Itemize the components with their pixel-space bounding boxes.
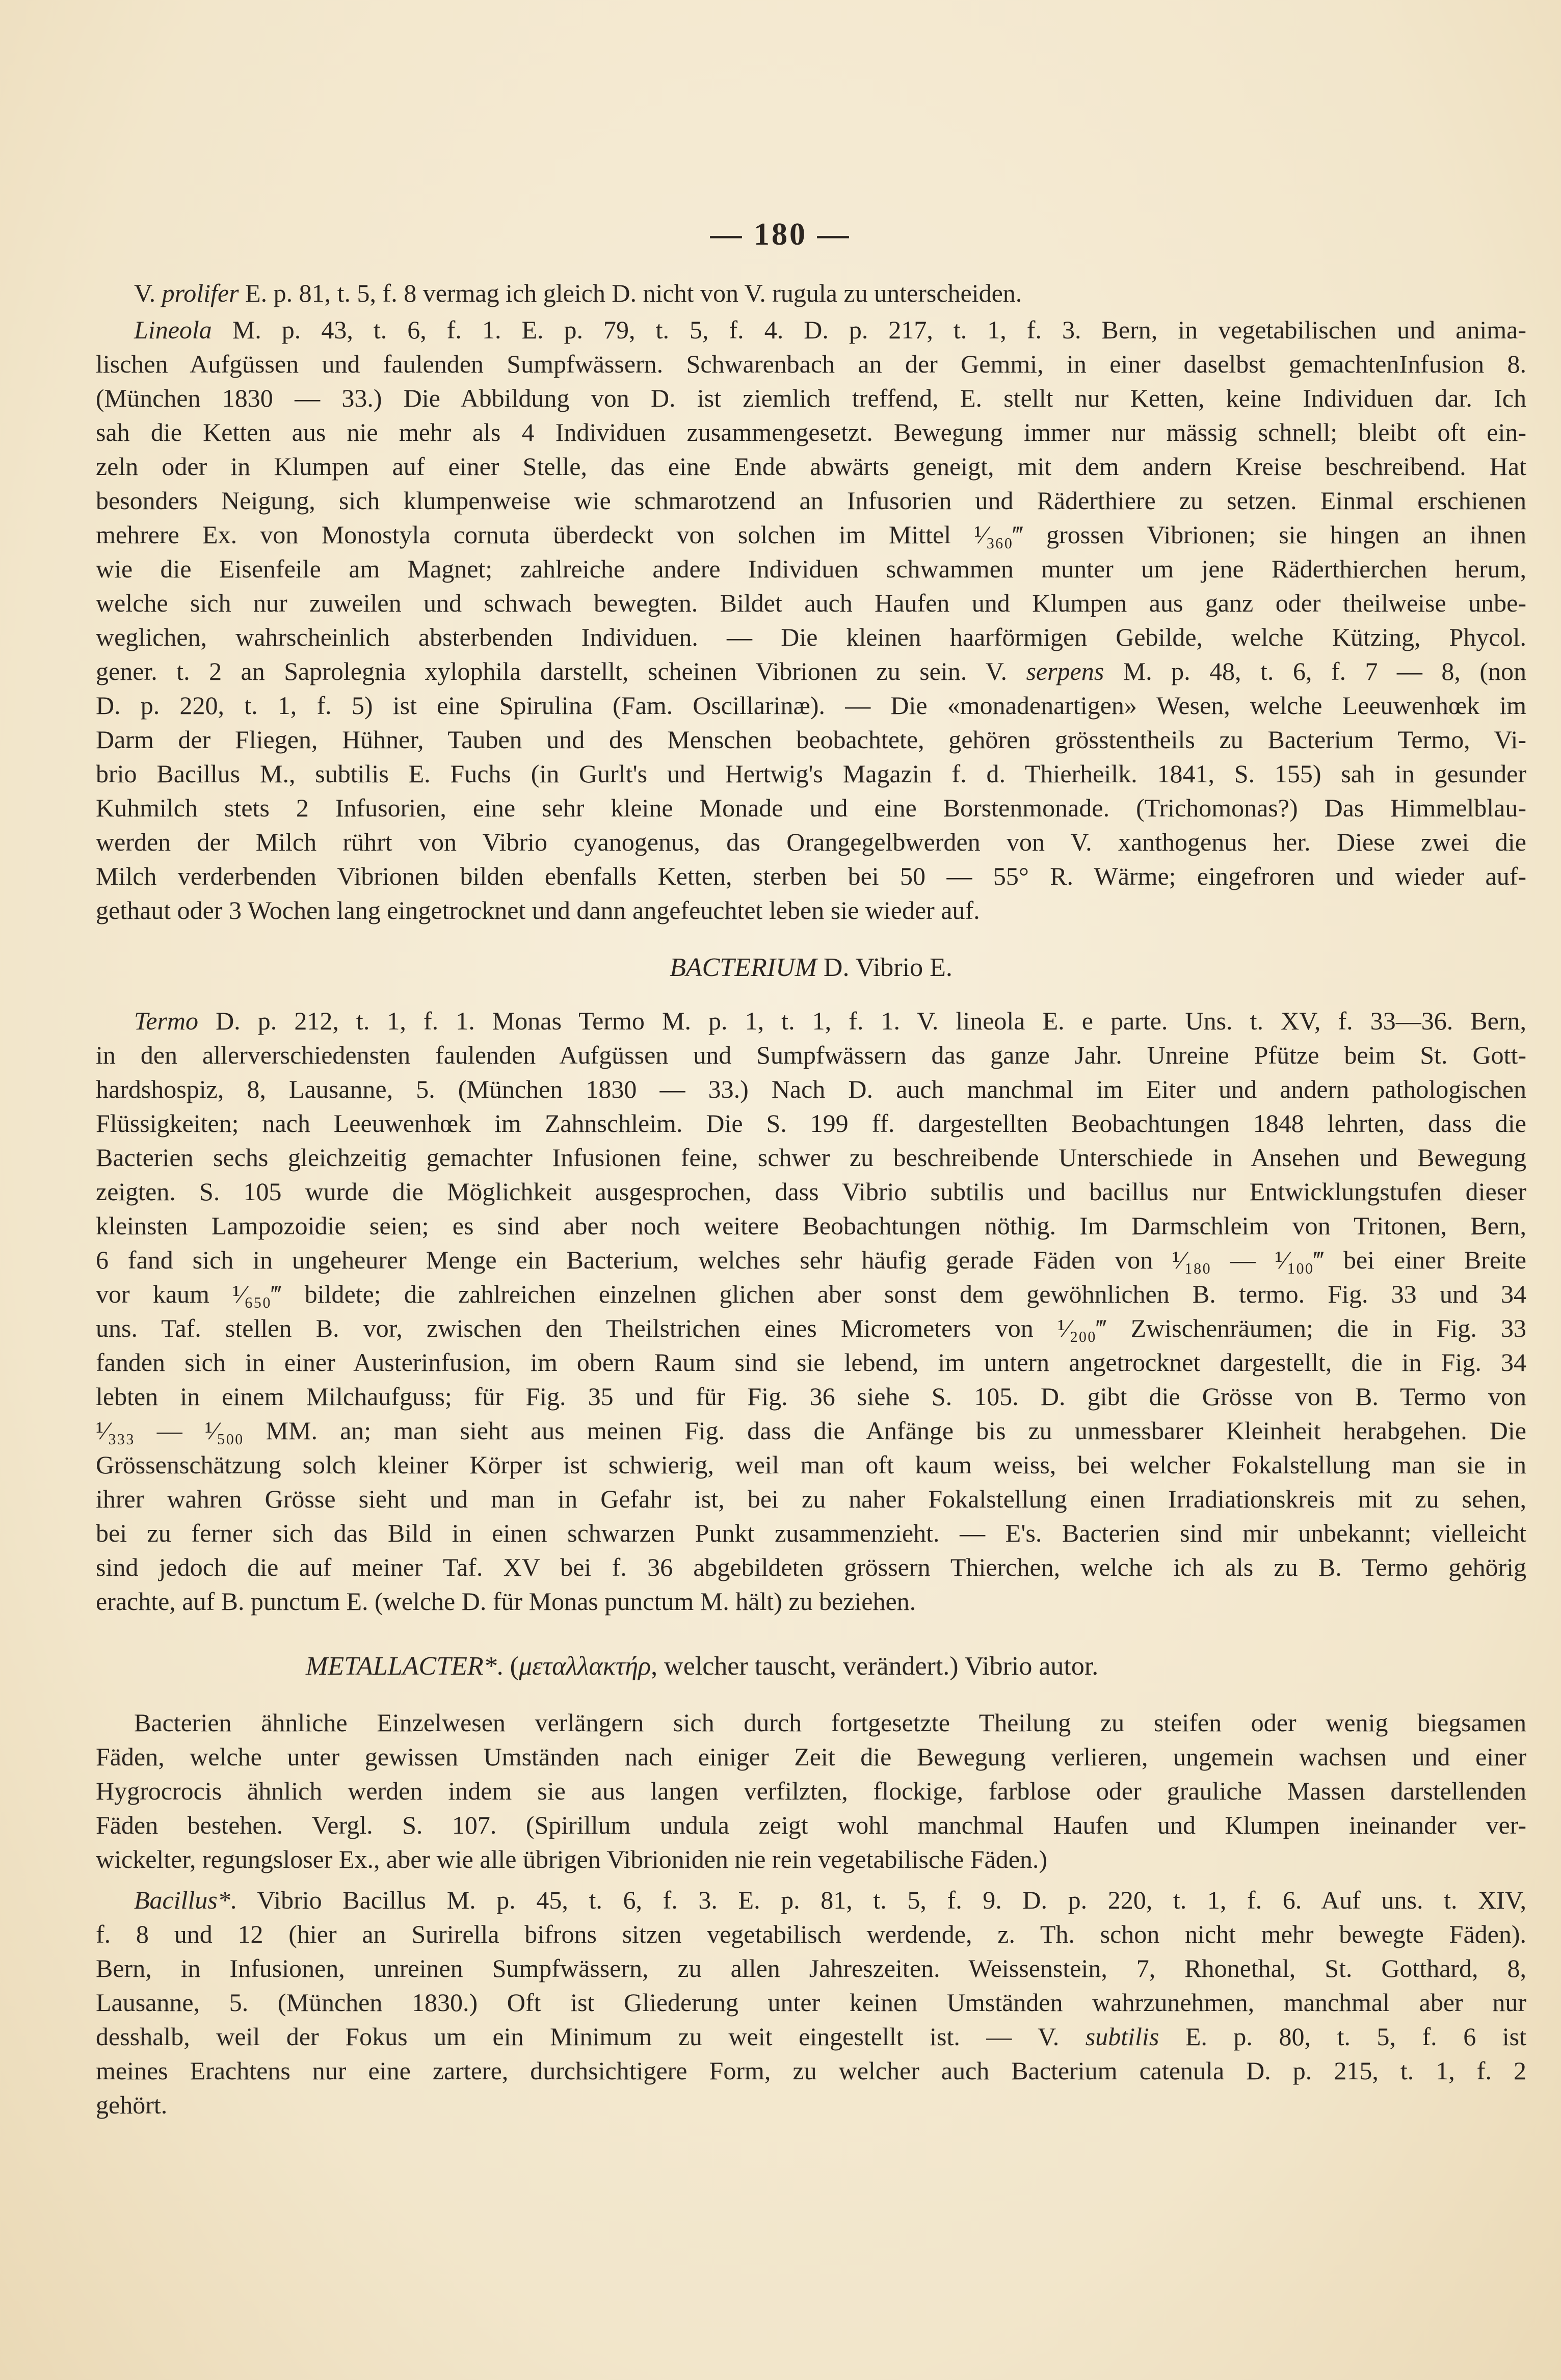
text-line [96,276,1526,310]
text-line [96,1175,1526,1209]
text-segment: Grössenschätzung solch kleiner Körper ist schwierig, weil man oft kaum weiss, bei welcher Fokalstellung man sie in [96,1450,1526,1479]
text-line [96,1277,1526,1311]
text-segment: weglichen, wahrscheinlich absterbenden Individuen. — Die kleinen haarförmigen Gebilde, welche Kützing, Phycol. [96,623,1526,651]
text-line [96,893,1526,928]
heading-metallacter [306,1649,1098,1683]
text-line [96,381,1526,415]
text-segment: zeln oder in Klumpen auf einer Stelle, das eine Ende abwärts geneigt, mit dem andern Kreise beschreibend. Hat [96,452,1526,481]
text-segment: Bacterien sechs gleichzeitig gemachter Infusionen feine, schwer zu beschreibende Unterschiede in Ansehen und Bewegung [96,1143,1526,1172]
text-line [96,1345,1526,1380]
text-line [96,2054,1526,2088]
text-segment: vor kaum ¹⁄₆₅₀‴ bildete; die zahlreichen einzelnen glichen aber sonst dem gewöhnlichen B. termo. Fig. 33 und 34 [96,1280,1526,1308]
text-segment: fanden sich in einer Austerinfusion, im obern Raum sind sie lebend, im untern angetrocknet dargestellt, die in Fig. 34 [96,1348,1526,1377]
text-segment: kleinsten Lampozoidie seien; es sind aber noch weitere Beobachtungen nöthig. Im Darmschleim von Tritonen, Bern, [96,1211,1526,1240]
text-segment: Fäden bestehen. Vergl. S. 107. (Spirillum undula zeigt wohl manchmal Haufen und Klumpen ineinander ver- [96,1811,1526,1839]
text-line [96,1842,1526,1876]
text-line [96,825,1526,859]
paragraph-termo [96,1004,1526,1619]
text-line [96,723,1526,757]
paragraph-bacillus [96,1883,1526,2122]
text-line [96,1917,1526,1951]
text-line [96,1584,1526,1619]
text-line [96,1883,1526,1917]
text-segment: . Vibrio Bacillus M. p. 45, t. 6, f. 3. E. p. 81, t. 5, f. 9. D. p. 220, t. 1, f. 6. Auf uns. t. XIV, [230,1886,1526,1914]
text-segment: Fäden, welche unter gewissen Umständen nach einiger Zeit die Bewegung verlieren, ungemein wachsen und einer [96,1742,1526,1771]
text-line [96,1986,1526,2020]
text-line [96,620,1526,654]
text-segment: zeigten. S. 105 wurde die Möglichkeit ausgesprochen, dass Vibrio subtilis und bacillus nur Entwicklungstufen dieser [96,1177,1526,1206]
text-segment: M. p. 48, t. 6, f. 7 — 8, (non [1104,657,1526,685]
text-segment: . ( [496,1652,519,1681]
text-segment: 6 fand sich in ungeheurer Menge ein Bacterium, welches sehr häufig gerade Fäden von ¹⁄₁₈₀ — ¹⁄₁₀₀‴ bei einer Breite [96,1246,1526,1274]
italic-text: Bacillus* [134,1886,230,1914]
text-line [96,2088,1526,2122]
text-line [96,1004,1526,1038]
text-line [96,586,1526,620]
text-segment: D. p. 220, t. 1, f. 5) ist eine Spirulina (Fam. Oscillarinæ). — Die «monadenartigen» Wesen, welche Leeuwenhœk im [96,691,1526,720]
text-segment: erachte, auf B. punctum E. (welche D. für Monas punctum M. hält) zu beziehen. [96,1587,916,1616]
text-line [96,1380,1526,1414]
text-segment: Bacterien ähnliche Einzelwesen verlängern sich durch fortgesetzte Theilung zu steifen oder wenig biegsamen [134,1708,1526,1737]
text-segment: in den allerverschiedensten faulenden Aufgüssen und Sumpfwässern das ganze Jahr. Unreine Pfütze beim St. Gott- [96,1041,1526,1069]
text-line [96,1706,1526,1740]
text-line [96,415,1526,449]
paragraph-bacterien [96,1706,1526,1876]
text-segment: welche sich nur zuweilen und schwach bewegten. Bildet auch Haufen und Klumpen aus ganz oder theilweise unbe- [96,589,1526,617]
italic-text: prolifer [162,279,239,307]
text-segment: hardshospiz, 8, Lausanne, 5. (München 1830 — 33.) Nach D. auch manchmal im Eiter und andern pathologischen [96,1075,1526,1103]
italic-text: subtilis [1085,2022,1159,2051]
text-line [96,1106,1526,1141]
text-segment: Kuhmilch stets 2 Infusorien, eine sehr kleine Monade und eine Borstenmonade. (Trichomonas?) Das Himmelblau- [96,794,1526,822]
text-segment: wickelter, regungsloser Ex., aber wie alle übrigen Vibrioniden nie rein vegetabilische Fäden.) [96,1845,1048,1873]
text-segment: Darm der Fliegen, Hühner, Tauben und des Menschen beobachtete, gehören grösstentheils zu Bacterium Termo, Vi- [96,725,1526,754]
text-line [96,689,1526,723]
italic-text: serpens [1026,657,1104,685]
text-segment: M. p. 43, t. 6, f. 1. E. p. 79, t. 5, f. 4. D. p. 217, t. 1, f. 3. Bern, in vegetabilischen und anima- [211,315,1526,344]
text-segment: Bern, in Infusionen, unreinen Sumpfwässern, zu allen Jahreszeiten. Weissenstein, 7, Rhonethal, St. Gotthard, 8, [96,1954,1526,1982]
text-segment: f. 8 und 12 (hier an Surirella bifrons sitzen vegetabilisch werdende, z. Th. schon nicht mehr bewegte Fäden). [96,1920,1526,1948]
text-segment: meines Erachtens nur eine zartere, durchsichtigere Form, zu welcher auch Bacterium catenula D. p. 215, t. 1, f. 2 [96,2056,1526,2085]
text-line [96,1516,1526,1550]
text-segment: (München 1830 — 33.) Die Abbildung von D. ist ziemlich treffend, E. stellt nur Ketten, keine Individuen dar. Ich [96,384,1526,412]
text-line [96,347,1526,381]
text-line [96,654,1526,689]
italic-text: Termo [134,1007,198,1035]
italic-text: Lineola [134,315,212,344]
text-segment: besonders Neigung, sich klumpenweise wie schmarotzend an Infusorien und Räderthiere zu setzen. Einmal erschienen [96,486,1526,515]
text-line [96,552,1526,586]
text-line [96,1740,1526,1774]
text-line [96,1141,1526,1175]
text-line [96,1774,1526,1808]
italic-text: μεταλλακτήρ [518,1652,651,1681]
text-segment: wie die Eisenfeile am Magnet; zahlreiche andere Individuen schwammen munter um jene Räderthierchen herum, [96,554,1526,583]
text-segment: bei zu ferner sich das Bild in einen schwarzen Punkt zusammenzieht. — E's. Bacterien sind mir unbekannt; vielleicht [96,1519,1526,1547]
heading-bacterium [96,950,1526,985]
text-line [96,1808,1526,1842]
text-line [306,1649,1098,1683]
text-line [96,1550,1526,1584]
text-segment: gener. t. 2 an Saprolegnia xylophila darstellt, scheinen Vibrionen zu sein. V. [96,657,1026,685]
text-segment: E. p. 81, t. 5, f. 8 vermag ich gleich D. nicht von V. rugula zu unterscheiden. [239,279,1022,307]
text-segment: gethaut oder 3 Wochen lang eingetrocknet und dann angefeuchtet leben sie wieder auf. [96,896,980,924]
text-segment: Milch verderbenden Vibrionen bilden ebenfalls Ketten, sterben bei 50 — 55° R. Wärme; eingefroren und wieder auf- [96,862,1526,890]
text-line [96,1482,1526,1516]
text-line [96,313,1526,347]
text-line [96,1243,1526,1277]
text-segment: , welcher tauscht, verändert.) Vibrio autor. [651,1652,1099,1681]
page-number: — 180 — [710,217,851,252]
text-line [96,950,1526,985]
text-segment: sah die Ketten aus nie mehr als 4 Individuen zusammengesetzt. Bewegung immer nur mässig schnell; bleibt oft ein- [96,418,1526,446]
paragraph-lineola [96,313,1526,928]
text-segment: Lausanne, 5. (München 1830.) Oft ist Gliederung unter keinen Umständen wahrzunehmen, manchmal aber nur [96,1988,1526,2017]
text-line [96,791,1526,825]
text-segment: ¹⁄₃₃₃ — ¹⁄₅₀₀ MM. an; man sieht aus meinen Fig. dass die Anfänge bis zu unmessbarer Kleinheit herabgehen. Die [96,1416,1526,1445]
text-line [96,859,1526,893]
text-segment: sind jedoch die auf meiner Taf. XV bei f. 36 abgebildeten grössern Thierchen, welche ich als zu B. Termo gehörig [96,1553,1526,1581]
text-segment: E. p. 80, t. 5, f. 6 ist [1159,2022,1526,2051]
text-segment: lischen Aufgüssen und faulenden Sumpfwässern. Schwarenbach an der Gemmi, in einer daselbst gemachtenInfusion 8. [96,350,1526,378]
text-segment: V. [134,279,162,307]
text-line [96,484,1526,518]
text-segment: werden der Milch rührt von Vibrio cyanogenus, das Orangegelbwerden von V. xanthogenus her. Diese zwei die [96,828,1526,856]
text-segment: uns. Taf. stellen B. vor, zwischen den Theilstrichen eines Micrometers von ¹⁄₂₀₀‴ Zwischenräumen; die in Fig. 33 [96,1314,1526,1342]
text-line [96,1038,1526,1072]
text-line [96,757,1526,791]
text-segment: D. Vibrio E. [816,953,953,982]
text-segment: gehört. [96,2091,168,2119]
text-segment: lebten in einem Milchaufguss; für Fig. 35 und für Fig. 36 siehe S. 105. D. gibt die Grösse von B. Termo von [96,1382,1526,1411]
italic-text: BACTERIUM [670,953,817,982]
text-segment: D. p. 212, t. 1, f. 1. Monas Termo M. p. 1, t. 1, f. 1. V. lineola E. e parte. Uns. t. XV, f. 33—36. Bern, [198,1007,1526,1035]
text-segment: mehrere Ex. von Monostyla cornuta überdeckt von solchen im Mittel ¹⁄₃₆₀‴ grossen Vibrionen; sie hingen an ihnen [96,520,1526,549]
text-line [96,1951,1526,1986]
text-line [96,518,1526,552]
text-line [96,449,1526,484]
text-line [96,1209,1526,1243]
text-line [96,2020,1526,2054]
text-segment: Flüssigkeiten; nach Leeuwenhœk im Zahnschleim. Die S. 199 ff. dargestellten Beobachtungen 1848 lehrten, dass die [96,1109,1526,1138]
paragraph-v-prolifer [96,276,1526,310]
text-line [96,1448,1526,1482]
italic-text: METALLACTER* [306,1652,497,1681]
text-segment: Hygrocrocis ähnlich werden indem sie aus langen verfilzten, flockige, farblose oder grauliche Massen darstellenden [96,1777,1526,1805]
text-segment: desshalb, weil der Fokus um ein Minimum zu weit eingestellt ist. — V. [96,2022,1086,2051]
text-line [96,1072,1526,1106]
text-line [96,1311,1526,1345]
text-segment: brio Bacillus M., subtilis E. Fuchs (in Gurlt's und Hertwig's Magazin f. d. Thierheilk. 1841, S. 155) sah in gesunder [96,759,1526,788]
text-line [96,1414,1526,1448]
text-segment: ihrer wahren Grösse sieht und man in Gefahr ist, bei zu naher Fokalstellung einen Irradiationskreis mit zu sehen, [96,1485,1526,1513]
